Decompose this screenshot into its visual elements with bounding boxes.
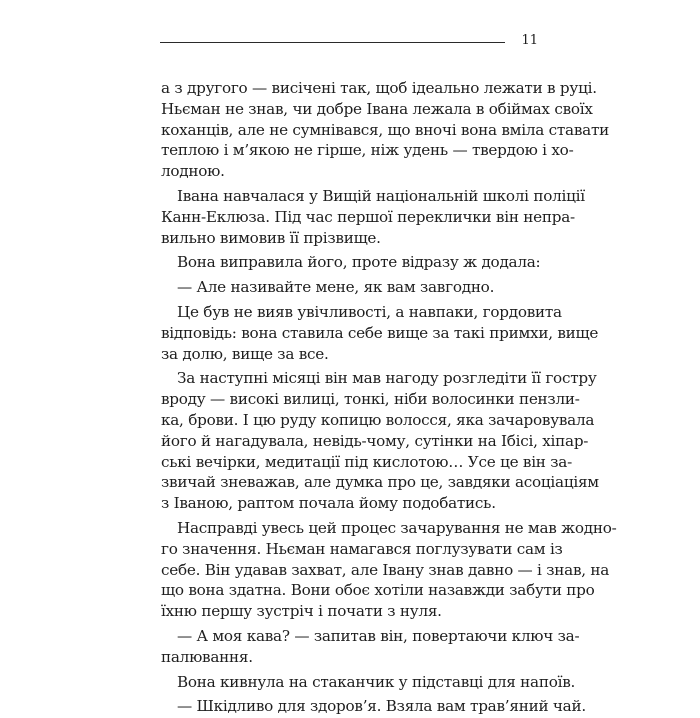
- page-number: 11: [521, 33, 538, 48]
- text-line: за долю, вище за все.: [161, 344, 329, 363]
- text-line: ка, брови. І цю руду копицю волосся, яка зачаровувала: [161, 411, 595, 429]
- text-line: Це був не вияв увічливості, а навпаки, гордовита: [177, 303, 562, 321]
- text-line: коханців, але не сумнівався, що вночі вона вміла ставати: [161, 120, 609, 139]
- text-line: го значення. Ньєман намагався поглузувати сам із: [161, 539, 563, 558]
- text-line: Вона кивнула на стаканчик у підставці для напоїв.: [177, 672, 576, 691]
- text-line: Ньєман не знав, чи добре Івана лежала в обіймах своїх: [161, 99, 593, 118]
- text-line: їхню першу зустріч і почати з нуля.: [161, 602, 442, 621]
- header-rule: [160, 42, 505, 43]
- text-line: себе. Він удавав захват, але Івану знав давно — і знав, на: [161, 560, 610, 579]
- text-line: За наступні місяці він мав нагоду розгледіти її гостру: [177, 369, 597, 388]
- text-line: відповідь: вона ставила себе вище за такі примхи, вище: [161, 323, 599, 342]
- text-line: а з другого — висічені так, щоб ідеально лежати в руці.: [161, 79, 597, 97]
- text-line: ські вечірки, медитації під кислотою… Усе це він за-: [161, 452, 572, 471]
- text-line: вроду — високі вилиці, тонкі, ніби волосинки пензли-: [161, 390, 580, 409]
- text-line: Вона виправила його, проте відразу ж додала:: [177, 253, 541, 272]
- text-line: з Іваною, раптом почала йому подобатись.: [161, 494, 496, 513]
- text-line: його й нагадувала, невідь-чому, сутінки на Ібісі, хіпар-: [161, 431, 589, 450]
- text-line: вильно вимовив її прізвище.: [161, 228, 381, 247]
- text-line: Насправді увесь цей процес зачарування не мав жодно-: [177, 519, 617, 537]
- text-line: лодною.: [161, 162, 225, 181]
- text-line: Івана навчалася у Вищій національній школі поліції: [177, 187, 585, 205]
- text-line: теплою і м’якою не гірше, ніж удень — твердою і хо-: [161, 141, 574, 160]
- text-line: — А моя кава? — запитав він, повертаючи ключ за-: [177, 627, 580, 645]
- text-line: Канн-Еклюза. Під час першої переклички він непра-: [161, 207, 575, 226]
- text-line: звичай зневажав, але думка про це, завдяки асоціаціям: [161, 473, 599, 492]
- text-line: палювання.: [161, 647, 253, 666]
- text-line: — Шкідливо для здоров’я. Взяла вам трав’яний чай.: [177, 697, 586, 716]
- text-line: що вона здатна. Вони обоє хотіли назавжди забути про: [161, 581, 595, 600]
- text-line: — Але називайте мене, як вам завгодно.: [177, 278, 495, 297]
